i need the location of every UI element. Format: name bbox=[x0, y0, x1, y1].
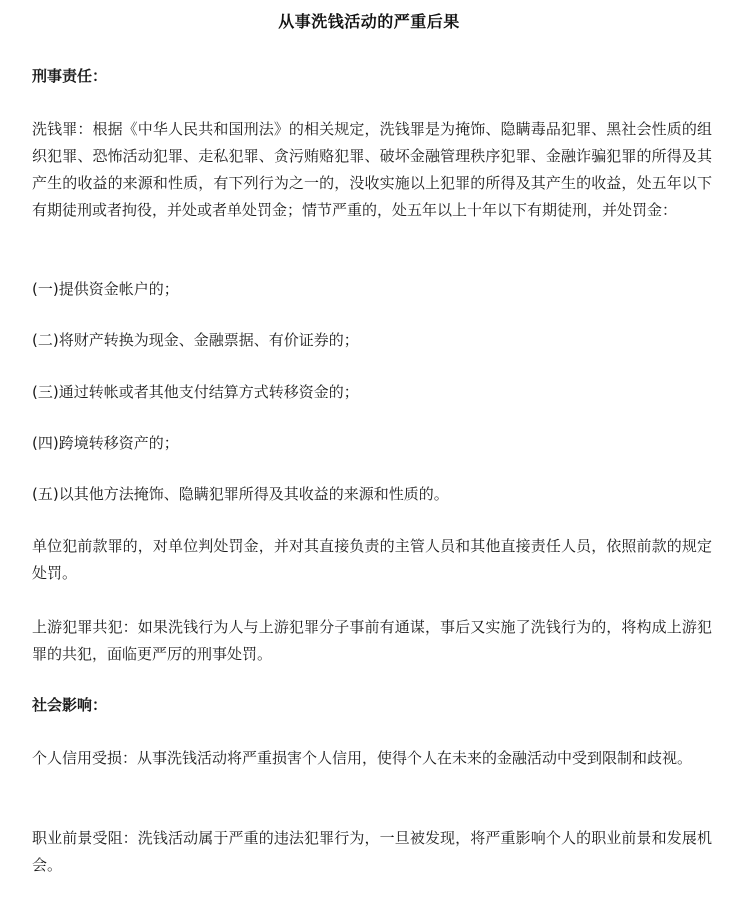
credit-damage-paragraph: 个人信用受损：从事洗钱活动将严重损害个人信用，使得个人在未来的金融活动中受到限制和歧视。 bbox=[32, 749, 693, 767]
money-laundering-paragraph: 洗钱罪：根据《中华人民共和国刑法》的相关规定，洗钱罪是为掩饰、隐瞒毒品犯罪、黑社会性质的组织犯罪、恐怖活动犯罪、走私犯罪、贪污贿赂犯罪、破坏金融管理秩序犯罪、金融诈骗犯罪的所得及其产生的收益的来源和性质，有下列行为之一的，没收实施以上犯罪的所得及其产生的收益，处五年以下有期徒刑或者拘役，并处或者单处罚金；情节严重的，处五年以上十年以下有期徒刑，并处罚金： bbox=[32, 120, 712, 219]
list-item-2: (二)将财产转换为现金、金融票据、有价证券的； bbox=[32, 331, 359, 349]
career-obstruction-paragraph: 职业前景受阻：洗钱活动属于严重的违法犯罪行为，一旦被发现，将严重影响个人的职业前景和发展机会。 bbox=[32, 829, 712, 874]
list-item-3: (三)通过转帐或者其他支付结算方式转移资金的； bbox=[32, 383, 359, 401]
list-item-4: (四)跨境转移资产的； bbox=[32, 434, 179, 452]
unit-crime-paragraph: 单位犯前款罪的，对单位判处罚金，并对其直接负责的主管人员和其他直接责任人员，依照前款的规定处罚。 bbox=[32, 537, 712, 582]
social-impact-heading: 社会影响： bbox=[32, 696, 108, 714]
document-title: 从事洗钱活动的严重后果 bbox=[278, 12, 460, 31]
criminal-liability-heading: 刑事责任： bbox=[32, 67, 108, 85]
accomplice-paragraph: 上游犯罪共犯：如果洗钱行为人与上游犯罪分子事前有通谋，事后又实施了洗钱行为的，将构成上游犯罪的共犯，面临更严厉的刑事处罚。 bbox=[32, 618, 712, 663]
list-item-5: (五)以其他方法掩饰、隐瞒犯罪所得及其收益的来源和性质的。 bbox=[32, 485, 449, 503]
list-item-1: (一)提供资金帐户的； bbox=[32, 280, 179, 298]
